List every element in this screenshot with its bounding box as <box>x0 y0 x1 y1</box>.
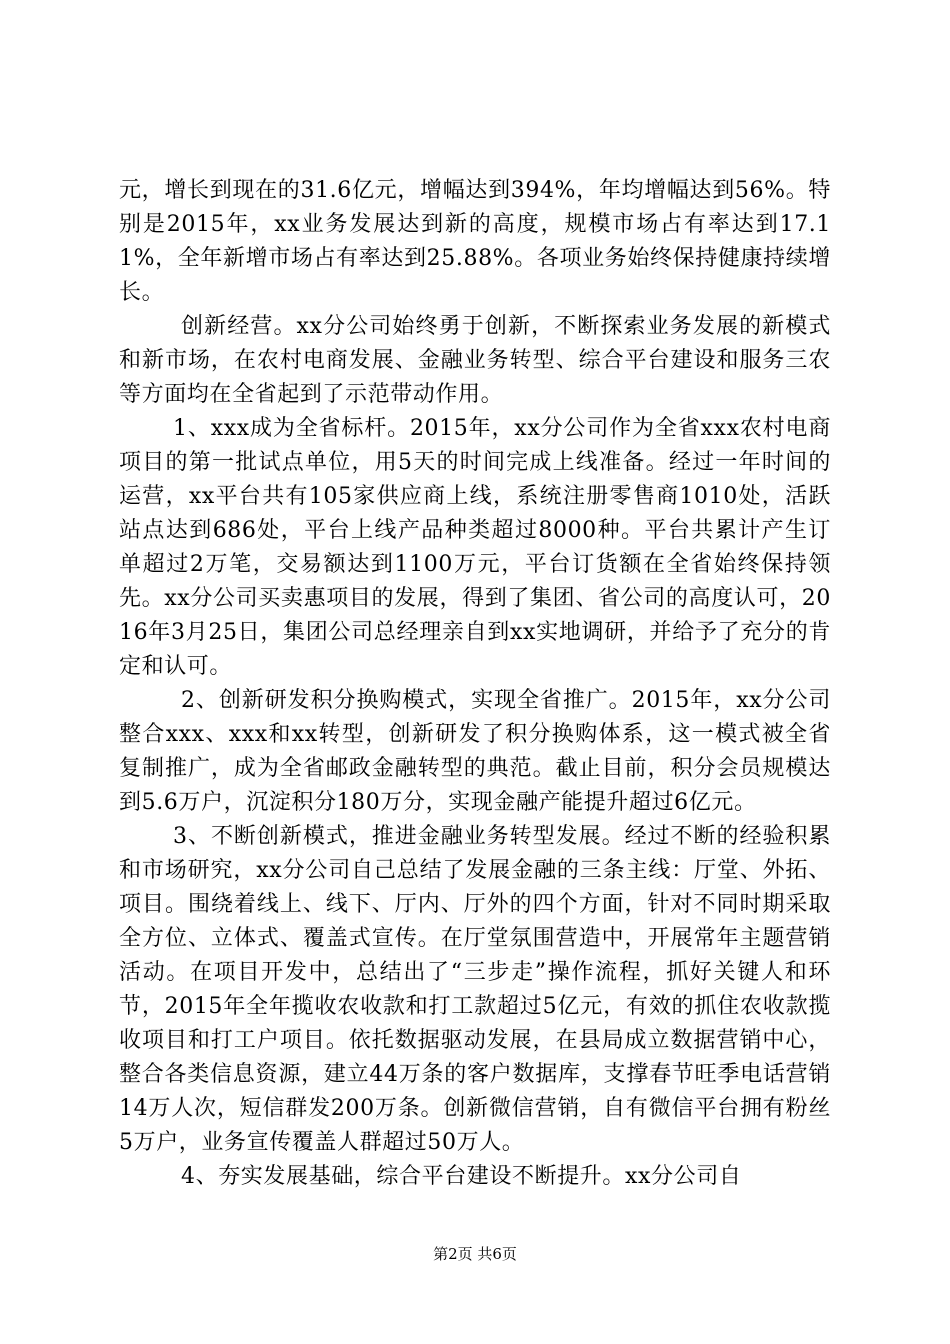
page-footer: 第2页 共6页 <box>433 1245 517 1263</box>
paragraph-growth: 元，增长到现在的31.6亿元，增幅达到394%，年均增幅达到56%。特别是2015年，xx业务发展达到新的高度，规模市场占有率达到17.11%，全年新增市场占有率达到25.88%。各项业务始终保持健康持续增长。 <box>119 178 831 305</box>
paragraph-item-1: 1、xxx成为全省标杆。2015年，xx分公司作为全省xxx农村电商项目的第一批试点单位，用5天的时间完成上线准备。经过一年时间的运营，xx平台共有105家供应商上线，系统注册零售商1010处，活跃站点达到686处，平台上线产品种类超过8000种。平台共累计产生订单超过2万笔，交易额达到1100万元，平台订货额在全省始终保持领先。xx分公司买卖惠项目的发展，得到了集团、省公司的高度认可，2016年3月25日，集团公司总经理亲自到xx实地调研，并给予了充分的肯定和认可。 <box>119 416 831 679</box>
paragraph-item-3: 3、不断创新模式，推进金融业务转型发展。经过不断的经验积累和市场研究，xx分公司自己总结了发展金融的三条主线：厅堂、外拓、项目。围绕着线上、线下、厅内、厅外的四个方面，针对不同时期采取全方位、立体式、覆盖式宣传。在厅堂氛围营造中，开展常年主题营销活动。在项目开发中，总结出了“三步走”操作流程，抓好关键人和环节，2015年全年揽收农收款和打工款超过5亿元，有效的抓住农收款揽收项目和打工户项目。依托数据驱动发展，在县局成立数据营销中心，整合各类信息资源，建立44万条的客户数据库，支撑春节旺季电话营销14万人次，短信群发200万条。创新微信营销，自有微信平台拥有粉丝5万户，业务宣传覆盖人群超过50万人。 <box>119 824 831 1155</box>
paragraph-innovation: 创新经营。xx分公司始终勇于创新，不断探索业务发展的新模式和新市场，在农村电商发展、金融业务转型、综合平台建设和服务三农等方面均在全省起到了示范带动作用。 <box>119 314 831 407</box>
document-body <box>119 174 831 1194</box>
paragraph-item-4: 4、夯实发展基础，综合平台建设不断提升。xx分公司自 <box>181 1164 742 1189</box>
paragraph-item-2: 2、创新研发积分换购模式，实现全省推广。2015年，xx分公司整合xxx、xxx和xx转型，创新研发了积分换购体系，这一模式被全省复制推广，成为全省邮政金融转型的典范。截止目前，积分会员规模达到5.6万户，沉淀积分180万分，实现金融产能提升超过6亿元。 <box>119 688 831 815</box>
